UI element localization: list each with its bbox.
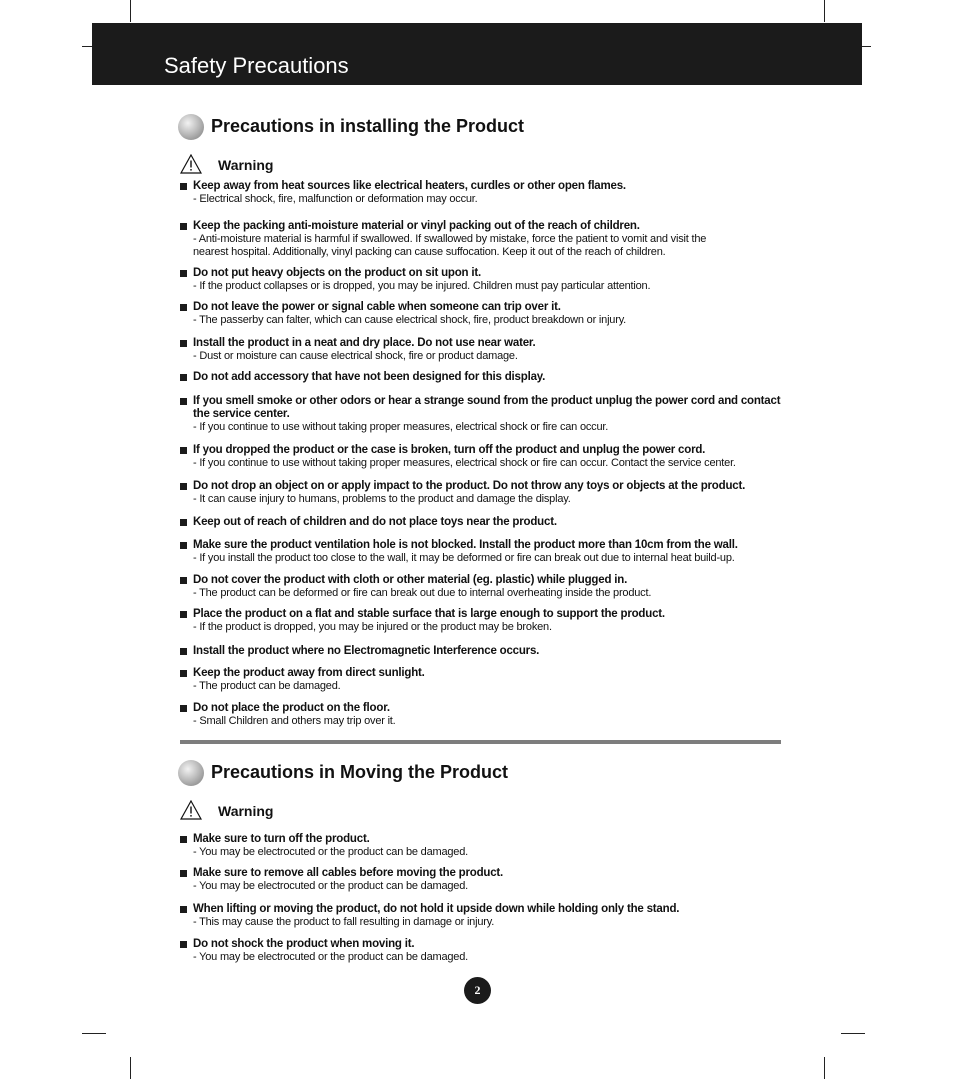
item-heading: Make sure the product ventilation hole is not blocked. Install the product more than 10cm from the wall.: [193, 539, 738, 551]
item-heading: Do not cover the product with cloth or other material (eg. plastic) while plugged in.: [193, 574, 628, 586]
item-heading: If you smell smoke or other odors or hear a strange sound from the product unplug the power cord and contact the service center.: [193, 395, 781, 420]
item-heading: If you dropped the product or the case is broken, turn off the product and unplug the power cord.: [193, 444, 706, 456]
square-bullet-icon: [180, 870, 187, 877]
crop-mark: [130, 0, 131, 22]
square-bullet-icon: [180, 447, 187, 454]
item-detail: - Anti-moisture material is harmful if swallowed. If swallowed by mistake, force the patient to vomit and visit the nearest hospital. Additionally, vinyl packing can cause suffocation. Keep it out of the reach of children.: [193, 233, 707, 258]
item-detail: - If you continue to use without taking proper measures, electrical shock or fire can occur. Contact the service center.: [193, 457, 736, 469]
square-bullet-icon: [180, 836, 187, 843]
square-bullet-icon: [180, 398, 187, 405]
page-title: Safety Precautions: [164, 53, 349, 78]
item-heading: Make sure to remove all cables before moving the product.: [193, 867, 504, 879]
list-item: [180, 667, 790, 693]
header-bar: [92, 23, 862, 85]
list-item: [180, 608, 790, 634]
crop-mark: [824, 0, 825, 22]
item-heading: Make sure to turn off the product.: [193, 833, 370, 845]
crop-mark: [82, 1033, 106, 1034]
crop-mark: [130, 1057, 131, 1079]
square-bullet-icon: [180, 542, 187, 549]
item-heading: Keep the packing anti-moisture material or vinyl packing out of the reach of children.: [193, 220, 640, 232]
moving-section: [178, 760, 798, 824]
section-title: Precautions in Moving the Product: [211, 762, 509, 782]
item-detail: - Dust or moisture can cause electrical shock, fire or product damage.: [193, 350, 518, 362]
square-bullet-icon: [180, 519, 187, 526]
item-heading: Do not shock the product when moving it.: [193, 938, 415, 950]
item-detail: - Small Children and others may trip over it.: [193, 715, 396, 727]
item-heading: Keep away from heat sources like electrical heaters, curdles or other open flames.: [193, 180, 626, 192]
warning-row: [178, 800, 798, 824]
item-detail: - It can cause injury to humans, problems to the product and damage the display.: [193, 493, 571, 505]
item-detail: - Electrical shock, fire, malfunction or deformation may occur.: [193, 193, 478, 205]
install-section: [178, 114, 798, 178]
section-bullet-icon: [178, 760, 204, 786]
warning-label: Warning: [218, 157, 274, 173]
square-bullet-icon: [180, 670, 187, 677]
list-item: [180, 645, 790, 658]
square-bullet-icon: [180, 223, 187, 230]
crop-mark: [824, 1057, 825, 1079]
list-item: [180, 180, 790, 206]
list-item: [180, 444, 790, 470]
list-item: [180, 371, 790, 384]
crop-mark: [841, 1033, 865, 1034]
item-detail: - The passerby can falter, which can cause electrical shock, fire, product breakdown or injury.: [193, 314, 627, 326]
item-detail: - You may be electrocuted or the product can be damaged.: [193, 951, 468, 963]
page-number: 2: [464, 977, 491, 1004]
list-item: [180, 867, 790, 893]
item-detail: - You may be electrocuted or the product can be damaged.: [193, 880, 468, 892]
square-bullet-icon: [180, 906, 187, 913]
square-bullet-icon: [180, 705, 187, 712]
square-bullet-icon: [180, 270, 187, 277]
square-bullet-icon: [180, 611, 187, 618]
section-heading: [178, 760, 798, 790]
list-item: [180, 539, 790, 565]
list-item: [180, 574, 790, 600]
square-bullet-icon: [180, 183, 187, 190]
item-detail: - This may cause the product to fall resulting in damage or injury.: [193, 916, 495, 928]
list-item: [180, 702, 790, 728]
item-heading: Do not add accessory that have not been designed for this display.: [193, 371, 546, 383]
item-detail: - If the product collapses or is dropped, you may be injured. Children must pay particular attention.: [193, 280, 651, 292]
square-bullet-icon: [180, 648, 187, 655]
warning-label: Warning: [218, 803, 274, 819]
list-item: [180, 395, 790, 434]
item-heading: Do not place the product on the floor.: [193, 702, 390, 714]
list-item: [180, 337, 790, 363]
square-bullet-icon: [180, 577, 187, 584]
item-heading: Keep the product away from direct sunlight.: [193, 667, 425, 679]
square-bullet-icon: [180, 941, 187, 948]
square-bullet-icon: [180, 374, 187, 381]
item-heading: Do not drop an object on or apply impact to the product. Do not throw any toys or objects at the product.: [193, 480, 746, 492]
item-heading: Install the product where no Electromagnetic Interference occurs.: [193, 645, 540, 657]
warning-triangle-icon: [180, 800, 202, 820]
warning-row: [178, 154, 798, 178]
section-title: Precautions in installing the Product: [211, 116, 525, 136]
list-item: [180, 516, 790, 529]
section-divider: [180, 740, 781, 744]
item-detail: - You may be electrocuted or the product can be damaged.: [193, 846, 468, 858]
section-heading: [178, 114, 798, 144]
list-item: [180, 833, 790, 859]
item-heading: Keep out of reach of children and do not place toys near the product.: [193, 516, 557, 528]
item-detail: - If you install the product too close to the wall, it may be deformed or fire can break out due to internal heat build-up.: [193, 552, 735, 564]
list-item: [180, 903, 790, 929]
item-detail: - If the product is dropped, you may be injured or the product may be broken.: [193, 621, 552, 633]
list-item: [180, 267, 790, 293]
section-bullet-icon: [178, 114, 204, 140]
warning-triangle-icon: [180, 154, 202, 174]
item-heading: Do not put heavy objects on the product on sit upon it.: [193, 267, 481, 279]
item-heading: When lifting or moving the product, do not hold it upside down while holding only the stand.: [193, 903, 680, 915]
square-bullet-icon: [180, 340, 187, 347]
square-bullet-icon: [180, 483, 187, 490]
list-item: [180, 938, 790, 964]
item-heading: Do not leave the power or signal cable when someone can trip over it.: [193, 301, 561, 313]
item-detail: - The product can be deformed or fire can break out due to internal overheating inside the product.: [193, 587, 652, 599]
item-detail: - The product can be damaged.: [193, 680, 341, 692]
list-item: [180, 220, 790, 259]
list-item: [180, 480, 790, 506]
list-item: [180, 301, 790, 327]
square-bullet-icon: [180, 304, 187, 311]
item-heading: Place the product on a flat and stable surface that is large enough to support the product.: [193, 608, 665, 620]
item-heading: Install the product in a neat and dry place. Do not use near water.: [193, 337, 536, 349]
item-detail: - If you continue to use without taking proper measures, electrical shock or fire can occur.: [193, 421, 609, 433]
